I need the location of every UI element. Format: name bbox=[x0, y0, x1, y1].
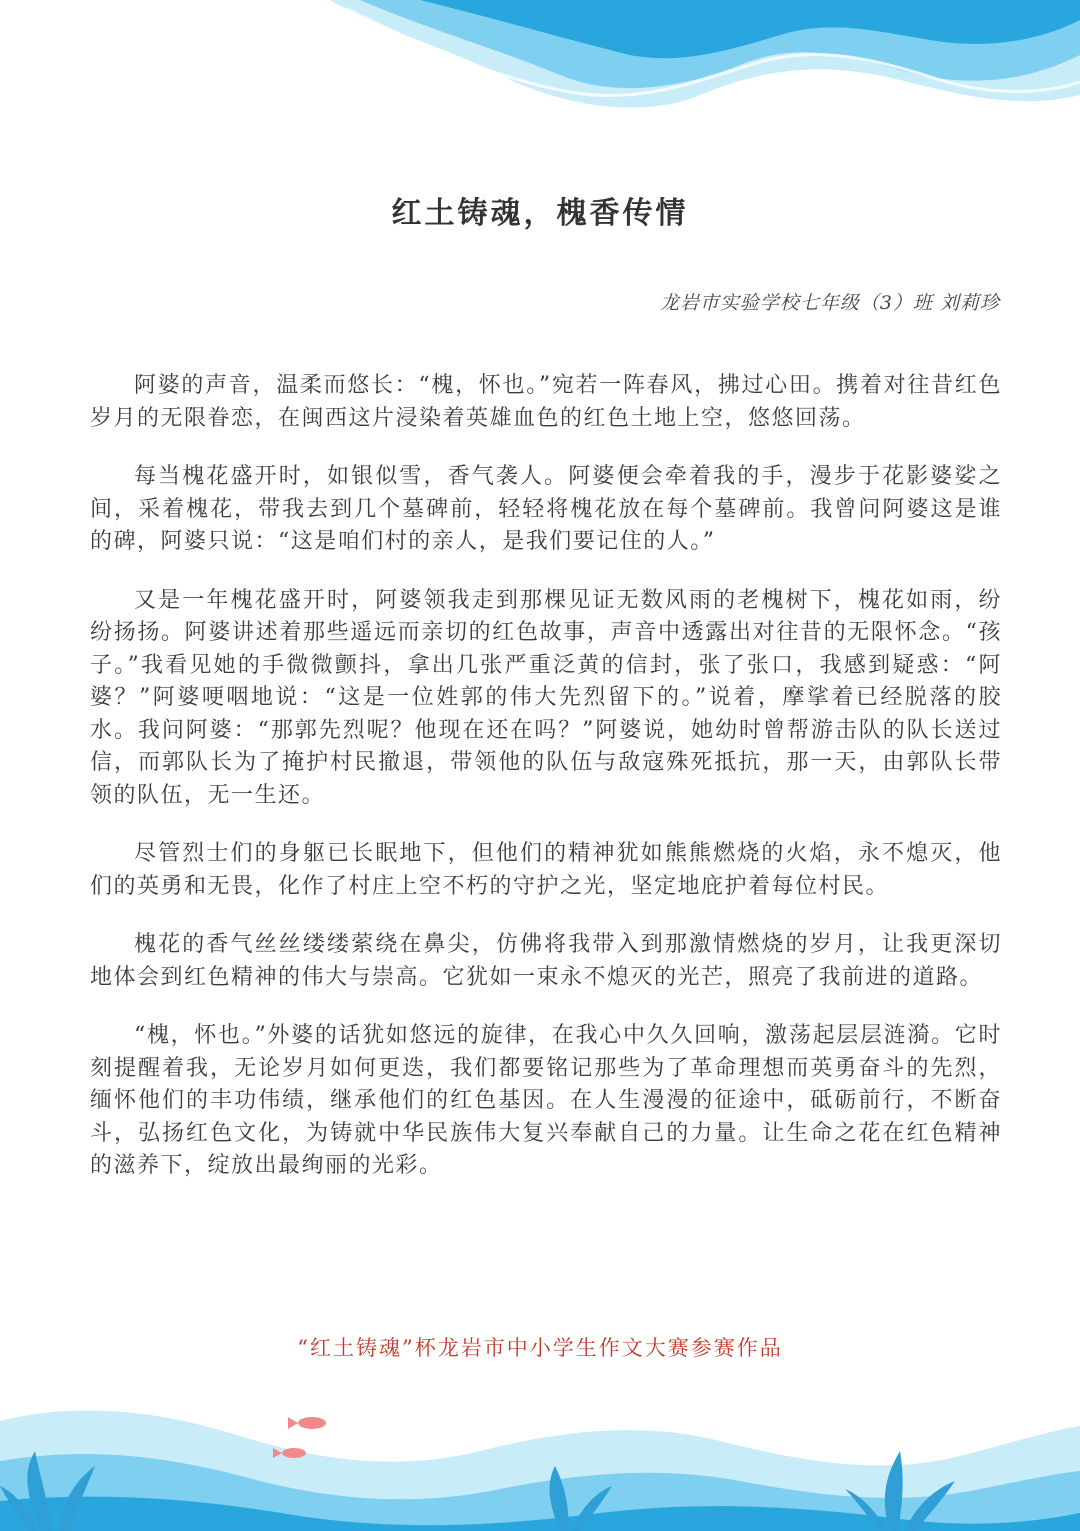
paragraph: 尽管烈士们的身躯已长眠地下，但他们的精神犹如熊熊燃烧的火焰，永不熄灭，他们的英勇和无畏，化作了村庄上空不朽的守护之光，坚定地庇护着每位村民。 bbox=[90, 841, 1002, 899]
paragraph: 阿婆的声音，温柔而悠长：“槐，怀也。”宛若一阵春风，拂过心田。携着对往昔红色岁月的无限眷恋，在闽西这片浸染着英雄血色的红色土地上空，悠悠回荡。 bbox=[90, 373, 1002, 431]
paragraph: 又是一年槐花盛开时，阿婆领我走到那棵见证无数风雨的老槐树下，槐花如雨，纷纷扬扬。阿婆讲述着那些遥远而亲切的红色故事，声音中透露出对往昔的无限怀念。“孩子。”我看见她的手微微颤抖，拿出几张严重泛黄的信封，张了张口，我感到疑惑：“阿婆？”阿婆哽咽地说：“这是一位姓郭的伟大先烈留下的。”说着，摩挲着已经脱落的胶水。我问阿婆：“那郭先烈呢？他现在还在吗？”阿婆说，她幼时曾帮游击队的队长送过信，而郭队长为了掩护村民撤退，带领他的队伍与敌寇殊死抵抗，那一天，由郭队长带领的队伍，无一生还。 bbox=[90, 587, 1002, 808]
article-body bbox=[90, 370, 1002, 1209]
page-title: 红土铸魂，槐香传情 bbox=[391, 196, 689, 231]
paragraph: “槐，怀也。”外婆的话犹如悠远的旋律，在我心中久久回响，激荡起层层涟漪。它时刻提醒着我，无论岁月如何更迭，我们都要铭记那些为了革命理想而英勇奋斗的先烈，缅怀他们的丰功伟绩，继承他们的红色基因。在人生漫漫的征途中，砥砺前行，不断奋斗，弘扬红色文化，为铸就中华民族伟大复兴奉献自己的力量。让生命之花在红色精神的滋养下，绽放出最绚丽的光彩。 bbox=[90, 1023, 1002, 1178]
author-byline: 龙岩市实验学校七年级（3）班 刘莉珍 bbox=[659, 292, 1000, 314]
contest-footer-note: “红土铸魂”杯龙岩市中小学生作文大赛参赛作品 bbox=[297, 1336, 783, 1360]
bottom-sea-decoration bbox=[0, 1381, 1080, 1531]
top-wave-decoration bbox=[0, 0, 1080, 160]
paragraph: 槐花的香气丝丝缕缕萦绕在鼻尖，仿佛将我带入到那激情燃烧的岁月，让我更深切地体会到红色精神的伟大与崇高。它犹如一束永不熄灭的光芒，照亮了我前进的道路。 bbox=[90, 932, 1002, 990]
paragraph: 每当槐花盛开时，如银似雪，香气袭人。阿婆便会牵着我的手，漫步于花影婆娑之间，采着槐花，带我去到几个墓碑前，轻轻将槐花放在每个墓碑前。我曾问阿婆这是谁的碑，阿婆只说：“这是咱们村的亲人，是我们要记住的人。” bbox=[90, 464, 1002, 554]
